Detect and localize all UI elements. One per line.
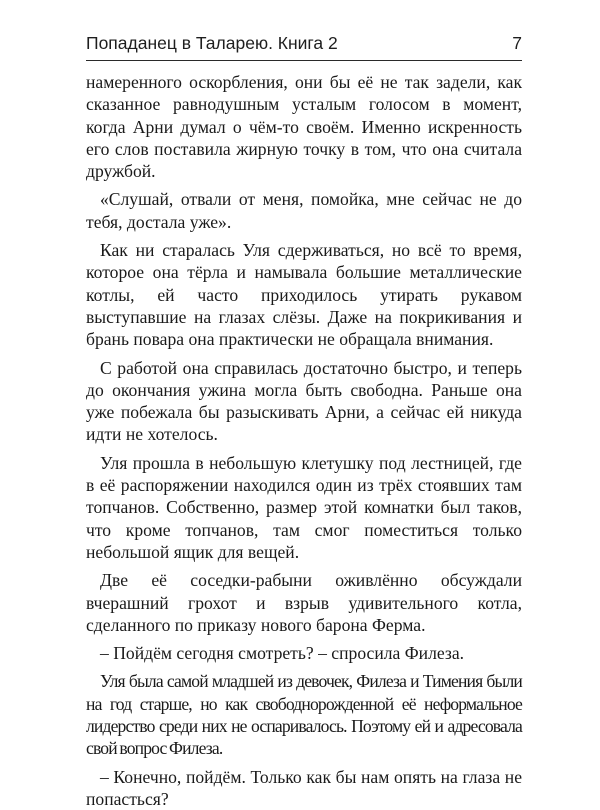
paragraph: «Слушай, отвали от меня, помойка, мне сейчас не до тебя, достала уже». <box>86 189 522 232</box>
paragraph: Как ни старалась Уля сдерживаться, но всё то время, которое она тёрла и намывала большие металлические котлы, ей часто приходилось утирать рукавом выступавшие на глазах слёзы. Даже на покрикивания и брань повара она практически не обращала внимания. <box>86 240 522 350</box>
paragraph: С работой она справилась достаточно быстро, и теперь до окончания ужина могла быть свободна. Раньше она уже побежала бы разыскивать Арни, а сейчас ей никуда идти не хотелось. <box>86 357 522 445</box>
paragraph: Уля прошла в небольшую клетушку под лестницей, где в её распоряжении находился один из трёх стоявших там топчанов. Собственно, размер этой комнатки был таков, что кроме топчанов, там смог поместиться только небольшой ящик для вещей. <box>86 452 522 562</box>
book-title: Попаданец в Таларею. Книга 2 <box>86 33 338 53</box>
paragraph: Уля была самой младшей из девочек, Филеза и Тимения были на год старше, но как свободнорожденной её неформальное лидерство среди них не оспаривалось. Поэтому ей и адресовала свой вопрос Филеза. <box>86 671 522 759</box>
paragraph: Две её соседки-рабыни оживлённо обсуждали вчерашний грохот и взрыв удивительного котла, сделанного по приказу нового барона Ферма. <box>86 570 522 635</box>
paragraph: – Пойдём сегодня смотреть? – спросила Филеза. <box>100 643 465 664</box>
running-header <box>86 33 522 56</box>
body-text <box>86 71 522 810</box>
page-number: 7 <box>512 33 522 53</box>
header-rule <box>86 60 522 61</box>
paragraph: – Конечно, пойдём. Только как бы нам опять на глаза не попасться? <box>86 766 522 809</box>
paragraph: намеренного оскорбления, они бы её не так задели, как сказанное равнодушным усталым голосом в момент, когда Арни думал о чём-то своём. Именно искренность его слов поставила жирную точку в том, что она считала дружбой. <box>86 72 522 182</box>
